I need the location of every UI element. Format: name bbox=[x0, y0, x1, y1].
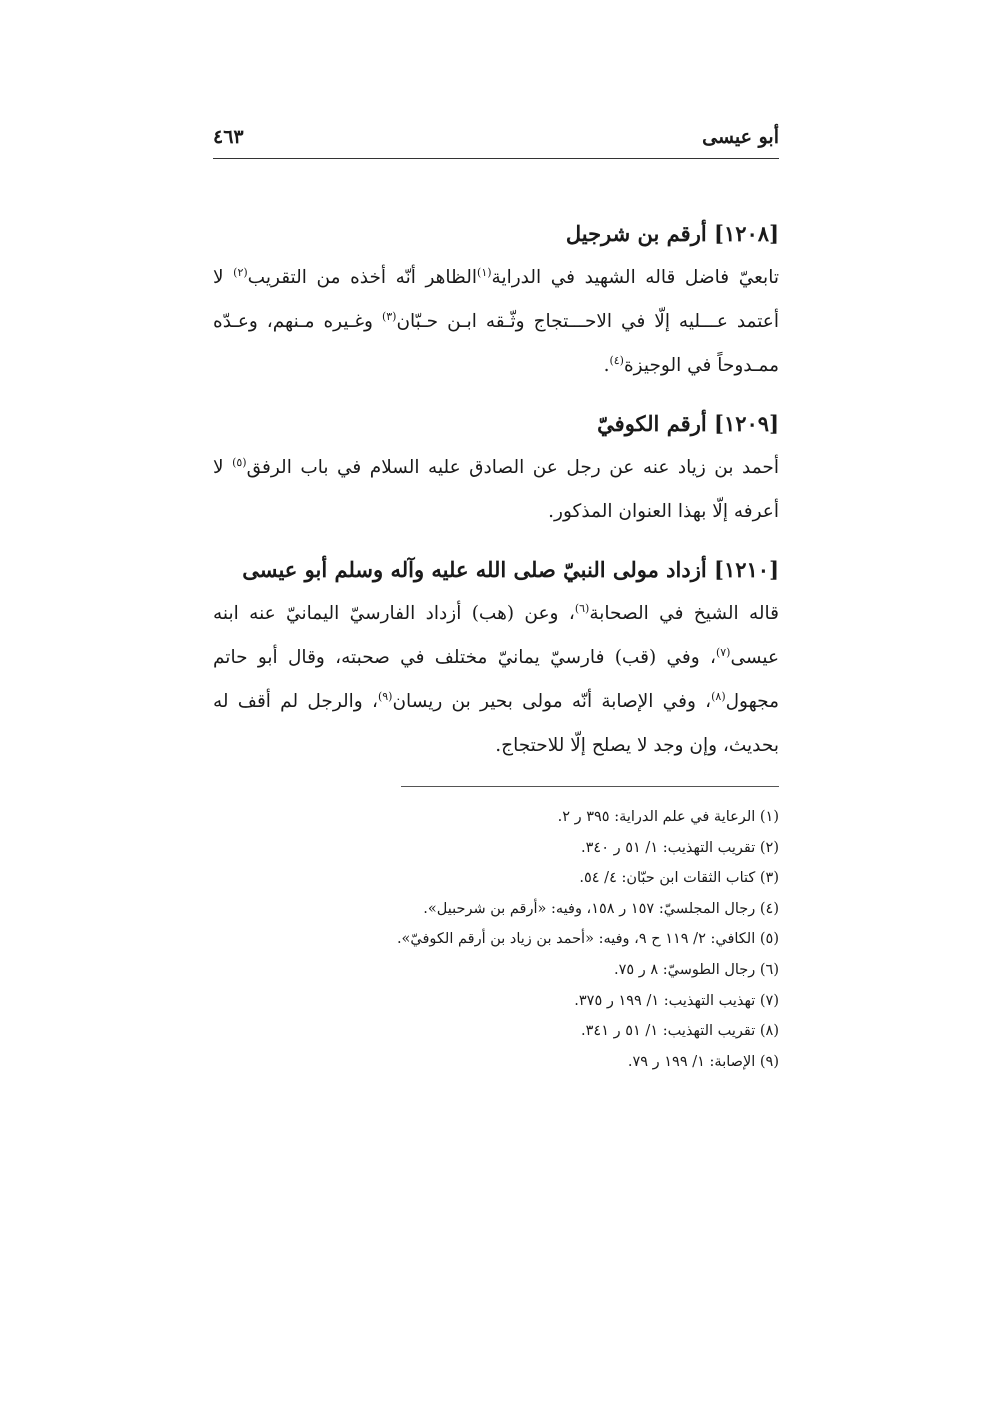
entry-text-segment: لا أعتمد عـــليه إلّا في الاحـــتجاج وثّـقه ابـن حـبّان bbox=[213, 267, 779, 332]
page-header bbox=[213, 120, 779, 159]
entry-number: [١٢٠٨] bbox=[714, 221, 779, 246]
footnote-item: (٥) الكافي: ٢/ ١١٩ ح ٩، وفيه: «أحمد بن زياد بن أرقم الكوفيّ». bbox=[396, 931, 779, 948]
footnote-item: (٨) تقريب التهذيب: ١/ ٥١ ر ٣٤١. bbox=[581, 1023, 779, 1040]
entry-body bbox=[213, 592, 779, 768]
footnote-item: (٩) الإصابة: ١/ ١٩٩ ر ٧٩. bbox=[627, 1053, 779, 1070]
entry-text-segment: ، والرجل لم أقف له بحديث، وإن وجد لا يصلح إلّا للاحتجاج. bbox=[213, 691, 779, 756]
entry-text-segment: ، وفي الإصابة أنّه مولى بحير بن ريسان bbox=[392, 691, 712, 712]
footnote-separator bbox=[401, 786, 779, 787]
footnote-item: (٤) رجال المجلسيّ: ١٥٧ ر ١٥٨، وفيه: «أرقم بن شرحبيل». bbox=[423, 900, 779, 917]
entry-text-segment: ، وعن (هب) أزداد الفارسيّ اليمانيّ عنه ابنه عيسى bbox=[213, 603, 779, 668]
main-text bbox=[213, 212, 779, 782]
entry-text-segment: أحمد بن زياد عنه عن رجل عن الصادق عليه السلام في باب الرفق bbox=[246, 457, 779, 478]
entry-body bbox=[213, 256, 779, 388]
entry-1208 bbox=[213, 212, 779, 388]
footnote-marker[interactable]: (٧) bbox=[715, 645, 731, 659]
entry-text-segment: قاله الشيخ في الصحابة bbox=[589, 603, 779, 624]
footnote-item: (٣) كتاب الثقات ابن حبّان: ٤/ ٥٤. bbox=[579, 870, 779, 887]
entry-name: أزداد مولى النبيّ صلى الله عليه وآله وسلم أبو عيسى bbox=[242, 557, 707, 582]
entry-text-segment: ، وفي (قب) فارسيّ يمانيّ مختلف في صحبته، وقال أبو حاتم مجهول bbox=[213, 647, 779, 712]
entry-heading bbox=[213, 212, 779, 256]
entry-text-segment: . bbox=[603, 355, 610, 376]
footnote-item: (٧) تهذيب التهذيب: ١/ ١٩٩ ر ٣٧٥. bbox=[574, 992, 779, 1009]
entry-text-segment: وغـيره مـنهم، وعـدّه ممـدوحاً في الوجيزة bbox=[213, 311, 779, 376]
footnote-item: (٢) تقريب التهذيب: ١/ ٥١ ر ٣٤٠. bbox=[581, 839, 779, 856]
footnote-marker[interactable]: (٨) bbox=[711, 689, 726, 703]
entry-1210 bbox=[213, 548, 779, 768]
footnote-item: (٦) رجال الطوسيّ: ٨ ر ٧٥. bbox=[613, 961, 779, 978]
footnote-marker[interactable]: (٩) bbox=[377, 689, 393, 703]
footnote-marker[interactable]: (٢) bbox=[233, 265, 248, 279]
footnotes-list bbox=[213, 802, 779, 1077]
footnote-marker[interactable]: (٦) bbox=[574, 601, 590, 615]
entry-text-segment: تابعيّ فاضل قاله الشهيد في الدراية bbox=[491, 267, 779, 288]
entry-1209 bbox=[213, 402, 779, 534]
footnote-marker[interactable]: (٣) bbox=[381, 309, 397, 323]
entry-heading bbox=[213, 548, 779, 592]
page-number: ٤٦٣ bbox=[213, 126, 244, 148]
entry-heading bbox=[213, 402, 779, 446]
entry-text-segment: الظاهر أنّه أخذه من التقريب bbox=[247, 267, 478, 288]
entry-name: أرقم بن شرجيل bbox=[565, 221, 707, 246]
entry-name: أرقم الكوفيّ bbox=[597, 411, 707, 436]
running-title: أبو عيسى bbox=[702, 126, 779, 148]
entry-number: [١٢١٠] bbox=[714, 557, 779, 582]
footnote-marker[interactable]: (١) bbox=[477, 265, 492, 279]
footnote-marker[interactable]: (٥) bbox=[232, 455, 247, 469]
entry-body bbox=[213, 446, 779, 534]
entry-text-segment: لا أعرفه إلّا بهذا العنوان المذكور. bbox=[213, 457, 779, 522]
entry-number: [١٢٠٩] bbox=[714, 411, 779, 436]
footnote-marker[interactable]: (٤) bbox=[609, 353, 624, 367]
footnote-item: (١) الرعاية في علم الدراية: ٣٩٥ ر ٢. bbox=[557, 809, 779, 825]
